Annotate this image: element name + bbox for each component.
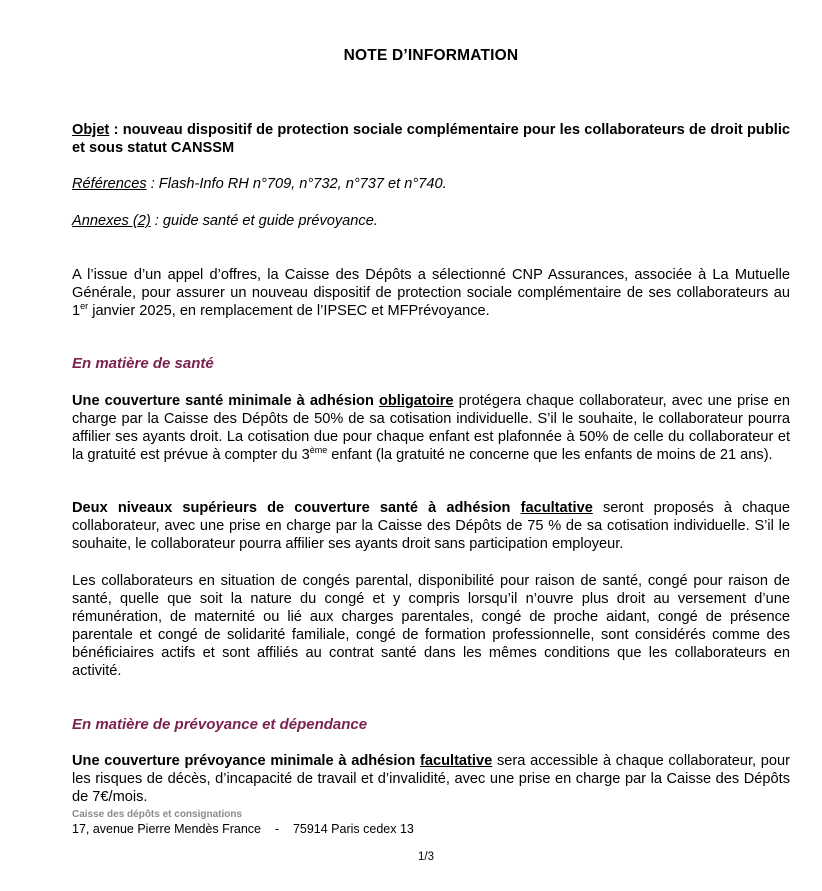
annexes-label: Annexes (2) <box>72 213 151 229</box>
page-number: 1/3 <box>418 851 434 863</box>
intro-text-before: A l’issue d’un appel d’offres, la Caisse des Dépôts a sélectionné CNP Assurances, associée à La Mutuelle Générale, pour assurer un nouveau dispositif de protection sociale complémentaire de ses collaborateurs au 1 <box>72 267 790 319</box>
sante-p1-lead-underlined: obligatoire <box>378 393 454 409</box>
annexes-line <box>72 212 790 230</box>
document-title: NOTE D’INFORMATION <box>343 47 519 64</box>
objet-label: Objet <box>72 122 110 138</box>
prevoyance-p1-lead-underlined: facultative <box>420 753 493 769</box>
objet-paragraph <box>72 121 790 157</box>
sante-paragraph-1 <box>72 392 790 464</box>
references-label: Références <box>72 176 147 192</box>
prevoyance-p1-text: sera accessible à chaque collaborateur, pour les risques de décès, d’incapacité de travail et d’invalidité, avec une prise en charge par la Caisse des Dépôts de 7€/mois. <box>72 753 790 805</box>
footer-organization: Caisse des dépôts et consignations <box>72 809 243 820</box>
sante-p1-text-before: protégera chaque collaborateur, avec une prise en charge par la Caisse des Dépôts de 50% de sa cotisation individuelle. S’il le souhaite, le collaborateur pourra affilier ses ayants droit. La cotisation due pour chaque enfant est plafonnée à 50% de celle du collaborateur et la gratuité est prévue à compter du 3 <box>72 393 790 463</box>
footer-address: 17, avenue Pierre Mendès France - 75914 Paris cedex 13 <box>72 822 414 836</box>
sante-paragraph-3: Les collaborateurs en situation de congés parental, disponibilité pour raison de santé, congé pour raison de santé, quelle que soit la nature du congé et y compris lorsqu’il n’ouvre plus droit au versement d’une rémunération, de maternité ou lié aux charges parentales, congé de proche aidant, congé de présence parentale et congé de solidarité familiale, congé de formation professionnelle, sont considérés comme des bénéficiaires actifs et sont affiliés au contrat santé dans les mêmes conditions que les collaborateurs en activité. <box>72 573 790 679</box>
section-sante-title: En matière de santé <box>72 355 214 372</box>
sante-paragraph-2 <box>72 499 790 553</box>
sante-p1-sup: ème <box>309 445 328 456</box>
references-text: : Flash-Info RH n°709, n°732, n°737 et n°740. <box>146 176 447 192</box>
annexes-text: : guide santé et guide prévoyance. <box>150 213 378 229</box>
references-line <box>72 175 790 193</box>
intro-sup: er <box>80 301 89 312</box>
prevoyance-p1-lead: Une couverture prévoyance minimale à adhésion <box>72 753 421 769</box>
intro-paragraph <box>72 266 790 320</box>
intro-text-after: janvier 2025, en remplacement de l’IPSEC et MFPrévoyance. <box>88 303 490 319</box>
sante-p1-text-after: enfant (la gratuité ne concerne que les enfants de moins de 21 ans). <box>327 447 773 463</box>
sante-p2-lead: Deux niveaux supérieurs de couverture santé à adhésion <box>72 500 521 516</box>
prevoyance-paragraph-1 <box>72 752 790 806</box>
sante-p2-text: seront proposés à chaque collaborateur, avec une prise en charge par la Caisse des Dépôts de 75 % de sa cotisation individuelle. S’il le souhaite, le collaborateur pourra affilier ses ayants droit sans participation employeur. <box>72 500 791 552</box>
sante-p1-lead: Une couverture santé minimale à adhésion <box>72 393 379 409</box>
objet-text: : nouveau dispositif de protection sociale complémentaire pour les collaborateurs de droit public et sous statut CANSSM <box>72 122 790 156</box>
sante-p2-lead-underlined: facultative <box>520 500 593 516</box>
section-prevoyance-title: En matière de prévoyance et dépendance <box>72 716 368 733</box>
